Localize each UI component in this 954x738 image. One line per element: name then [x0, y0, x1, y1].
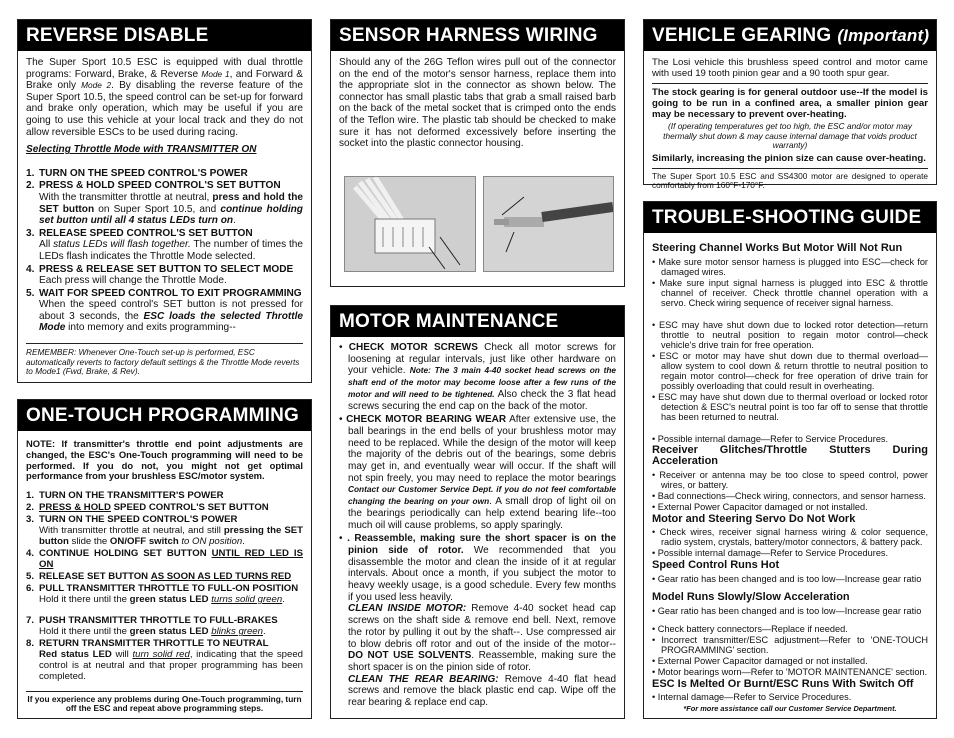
throttle-mode-subhead: Selecting Throttle Mode with TRANSMITTER ON — [26, 144, 257, 156]
trouble-h5: Model Runs Slowly/Slow Acceleration — [652, 590, 850, 603]
trouble-item: • ESC may have shut down due to thermal overload or locked rotor detection & ESC's neutral point is too far off to sense that throttle has been returned to neutral. — [652, 391, 928, 422]
gearing-warning: The stock gearing is for general outdoor use--If the model is going to be run in a confined area, a smaller pinion gear may be necessary to prevent over-heating. — [652, 87, 928, 120]
trouble-item: • External Power Capacitor damaged or not installed. — [652, 655, 868, 666]
trouble-footer: *For more assistance call our Customer Service Department. — [683, 704, 897, 714]
gearing-panel — [643, 19, 937, 191]
trouble-h6: ESC Is Melted Or Burnt/ESC Runs With Switch Off — [652, 677, 914, 690]
trouble-item: • Check wires, receiver signal harness wiring & color sequence, radio system, crystals, battery/motor connectors, & battery pack. — [652, 527, 928, 548]
gearing-similar: Similarly, increasing the pinion size can cause over-heating. — [652, 152, 926, 164]
ot-step-7: 7. PUSH TRANSMITTER THROTTLE TO FULL-BRAKES Hold it there until the green status LED blinks green. — [26, 615, 278, 638]
trouble-item: • Possible internal damage—Refer to Service Procedures. — [652, 548, 889, 559]
reverse-step-4: 4. PRESS & RELEASE SET BUTTON TO SELECT MODE Each press will change the Throttle Mode. — [26, 263, 294, 287]
trouble-item: • Make sure motor sensor harness is plugged into ESC—check for damaged wires. — [652, 256, 928, 277]
ot-step-5: 5. RELEASE SET BUTTON AS SOON AS LED TURNS RED — [26, 571, 292, 583]
trouble-list-6 — [652, 692, 928, 702]
trouble-list-5b — [652, 624, 928, 677]
one-touch-title: ONE-TOUCH PROGRAMMING — [18, 400, 311, 431]
motor-maintenance-panel — [330, 305, 625, 719]
trouble-item: • Bad connections—Check wiring, connectors, and sensor harness. — [652, 490, 926, 501]
sensor-panel — [330, 19, 625, 287]
trouble-panel — [643, 201, 937, 719]
reverse-step-3: 3. RELEASE SPEED CONTROL'S SET BUTTON All status LEDs will flash together. The number of times the LEDs flash indicates the Throttle Mode selected. — [26, 227, 304, 262]
maint-bearing-wear: • CHECK MOTOR BEARING WEAR After extensive use, the ball bearings in the end bells of your brushless motor may need to be replaced. While the design of the motor will keep the majority of the debris out of the bearings, some debris may get in, and eventually wear will occur. If the shaft will not spin freely, you may need to replace the motor bearings Contact our Customer Service Dept. if you do not feel comfortable changing the bearing on your own. A small drop of light oil on the bearings periodically can help extend bearing life--too much oil will cause problems, so apply sparingly. — [339, 414, 616, 531]
connector-photo — [344, 176, 476, 272]
one-touch-note: NOTE: If transmitter's throttle end point adjustments are changed, the ESC's One-Touch programming will need to be performed. If you do not, you might not get optimal performance from your brushless ESC/motor system. — [26, 438, 303, 482]
trouble-item: • Gear ratio has been changed and is too low—Increase gear ratio — [652, 573, 922, 584]
reverse-step-5: 5. WAIT FOR SPEED CONTROL TO EXIT PROGRAMMING When the speed control's SET button is not pressed for about 3 seconds, the ESC loads the selected Throttle Mode into memory and exits programming-- — [26, 287, 303, 334]
trouble-item: • Internal damage—Refer to Service Procedures. — [652, 692, 852, 703]
trouble-item: • Check battery connectors—Replace if needed. — [652, 623, 848, 634]
trouble-h2: Receiver Glitches/Throttle Stutters During Acceleration — [652, 443, 928, 468]
trouble-h3: Motor and Steering Servo Do Not Work — [652, 512, 856, 525]
reverse-disable-title: REVERSE DISABLE — [18, 20, 311, 51]
reverse-steps — [26, 168, 303, 334]
maintenance-list — [339, 342, 616, 709]
trouble-list-1 — [652, 257, 928, 308]
gearing-intro: The Losi vehicle this brushless speed control and motor came with used 19 tooth pinion gear and a 90 tooth spur gear. — [652, 57, 928, 79]
ot-step-2: 2. PRESS & HOLD SPEED CONTROL'S SET BUTTON — [26, 502, 269, 514]
trouble-list-1b — [652, 320, 928, 422]
reverse-step-1: 1. TURN ON THE SPEED CONTROL'S POWER — [26, 167, 248, 179]
trouble-item: • Incorrect transmitter/ESC adjustment—Refer to 'ONE-TOUCH PROGRAMMING' section. — [652, 634, 928, 655]
trouble-title: TROUBLE-SHOOTING GUIDE — [644, 202, 936, 233]
maint-motor-screws: • CHECK MOTOR SCREWS Check all motor screws for loosening at regular intervals, just like other hardware on your vehicle. Note: The 3 main 4-40 socket head screws on the shaft end of the motor may become loose after a few runs of the motor and will need to be tightened. Also check the 3 flat head screws securing the end cap on the back of the motor. — [339, 342, 617, 412]
trouble-item: • Gear ratio has been changed and is too low—Increase gear ratio — [652, 605, 922, 616]
ot-step-1: 1. TURN ON THE TRANSMITTER'S POWER — [26, 490, 224, 502]
trouble-item: • External Power Capacitor damaged or not installed. — [652, 501, 868, 512]
trouble-item: • Receiver or antenna may be too close to speed control, power wires, or battery. — [652, 469, 928, 490]
trouble-item: • ESC or motor may have shut down due to thermal overload—allow system to cool down & return throttle to neutral position to regain motor control—check for free operation of drive train for possibly overloading that could result in overheating. — [652, 350, 928, 391]
trouble-item: • Make sure input signal harness is plugged into ESC & throttle channel of receiver. Check throttle channel operation with a servo. Check wiring sequence of receiver signal harness. — [652, 277, 928, 308]
trouble-list-1c — [652, 434, 928, 444]
reverse-intro: The Super Sport 10.5 ESC is equipped with dual throttle programs: Forward, Brake, & Reverse Mode 1, and Forward & Brake only Mode 2. By disabling the reverse feature of the Super Sport 10.5, the speed control can be set-up for forward and brake only operation, which may be useful if you are going to use this vehicle at your local track and they do not allow reversible ESCs to be used during racing. — [26, 57, 304, 138]
reverse-step-2: 2. PRESS & HOLD SPEED CONTROL'S SET BUTTON With the transmitter throttle at neutral, press and hold the SET button on Super Sport 10.5, and continue holding set button until all 4 status LEDs turn on. — [26, 180, 303, 227]
one-touch-footer: If you experience any problems during One-Touch programming, turn off the ESC and repeat above programming steps. — [26, 691, 303, 714]
one-touch-steps — [26, 490, 303, 682]
maint-cleaning: • . Reassemble, making sure the short spacer is on the pinion side of rotor. We recommended that you disassemble the motor and clean the inside of it at regular intervals. About once a month, if you subject the motor to heavy weekly usage, is a good schedule. Every few months if you used less heavily. CLEAN INSIDE MOTOR: Remove 4-40 socket head cap screws on the shaft side & remove end bell. Next, remove the rotor by pulling it out by the shaft--. Use compressed air to blow debris off rotor and out of the inside of the motor--DO NOT USE SOLVENTS. Reassemble, making sure the short spacer is on the pinion side of rotor. CLEAN THE REAR BEARING: Remove 4-40 flat head screws and remove the black plastic end cap. Wipe off the rear bearing & replace end cap. — [339, 533, 617, 709]
sensor-text: Should any of the 26G Teflon wires pull out of the connector on the end of the motor's sensor harness, replace them into the appropriate slot in the connector as shown below. The connector has small plastic tabs that grab a small raised barb on the back of the metal socket that is crimped onto the ends of the Teflon wire. The plastic tab should be checked to make sure it has not deformed excessively before inserting the socket into the plastic connector housing. — [339, 57, 616, 150]
trouble-h1: Steering Channel Works But Motor Will Not Run — [652, 242, 903, 254]
trouble-list-4 — [652, 574, 928, 584]
ot-step-8: 8. RETURN TRANSMITTER THROTTLE TO NEUTRAL Red status LED will turn solid red, indicating that the speed control is at neutral and that proper programming has been completed. — [26, 638, 304, 683]
socket-photo — [483, 176, 614, 272]
socket-illustration — [484, 177, 613, 271]
ot-step-4: 4. CONTINUE HOLDING SET BUTTON UNTIL RED LED IS ON — [26, 548, 303, 571]
gearing-temp: The Super Sport 10.5 ESC and SS4300 motor are designed to operate comfortably from 160°F-170°F. — [652, 170, 928, 191]
trouble-item: • ESC may have shut down due to locked rotor detection—return throttle to neutral position to regain motor control—check vehicle's drive train for free operation. — [652, 319, 928, 350]
trouble-item: • Possible internal damage—Refer to Service Procedures. — [652, 433, 889, 444]
reverse-note: REMEMBER: Whenever One-Touch set-up is performed, ESC automatically reverts to factory default settings & the Throttle Mode reverts to Mode1 (Fwd, Brake, & Rev). — [26, 343, 303, 377]
connector-illustration — [345, 177, 475, 271]
reverse-disable-panel — [17, 19, 312, 383]
trouble-list-3 — [652, 527, 928, 558]
trouble-list-2 — [652, 470, 928, 512]
gearing-title: VEHICLE GEARING (Important) — [644, 20, 936, 51]
trouble-h4: Speed Control Runs Hot — [652, 559, 780, 572]
trouble-item: • Motor bearings worn—Refer to 'MOTOR MAINTENANCE' section. — [652, 666, 928, 677]
ot-step-3: 3. TURN ON THE SPEED CONTROL'S POWER With transmitter throttle at neutral, and still pressing the SET button slide the ON/OFF switch to ON position. — [26, 514, 303, 548]
sensor-title: SENSOR HARNESS WIRING — [331, 20, 624, 51]
ot-step-6: 6. PULL TRANSMITTER THROTTLE TO FULL-ON POSITION Hold it there until the green status LED turns solid green. — [26, 583, 299, 606]
gearing-important: (Important) — [837, 26, 930, 45]
gearing-note: (If operating temperatures get too high, the ESC and/or motor may thermally shut down & may cause internal damage that voids product warranty) — [663, 121, 917, 151]
trouble-list-5 — [652, 606, 928, 616]
motor-maintenance-title: MOTOR MAINTENANCE — [331, 306, 624, 337]
one-touch-panel — [17, 399, 312, 719]
